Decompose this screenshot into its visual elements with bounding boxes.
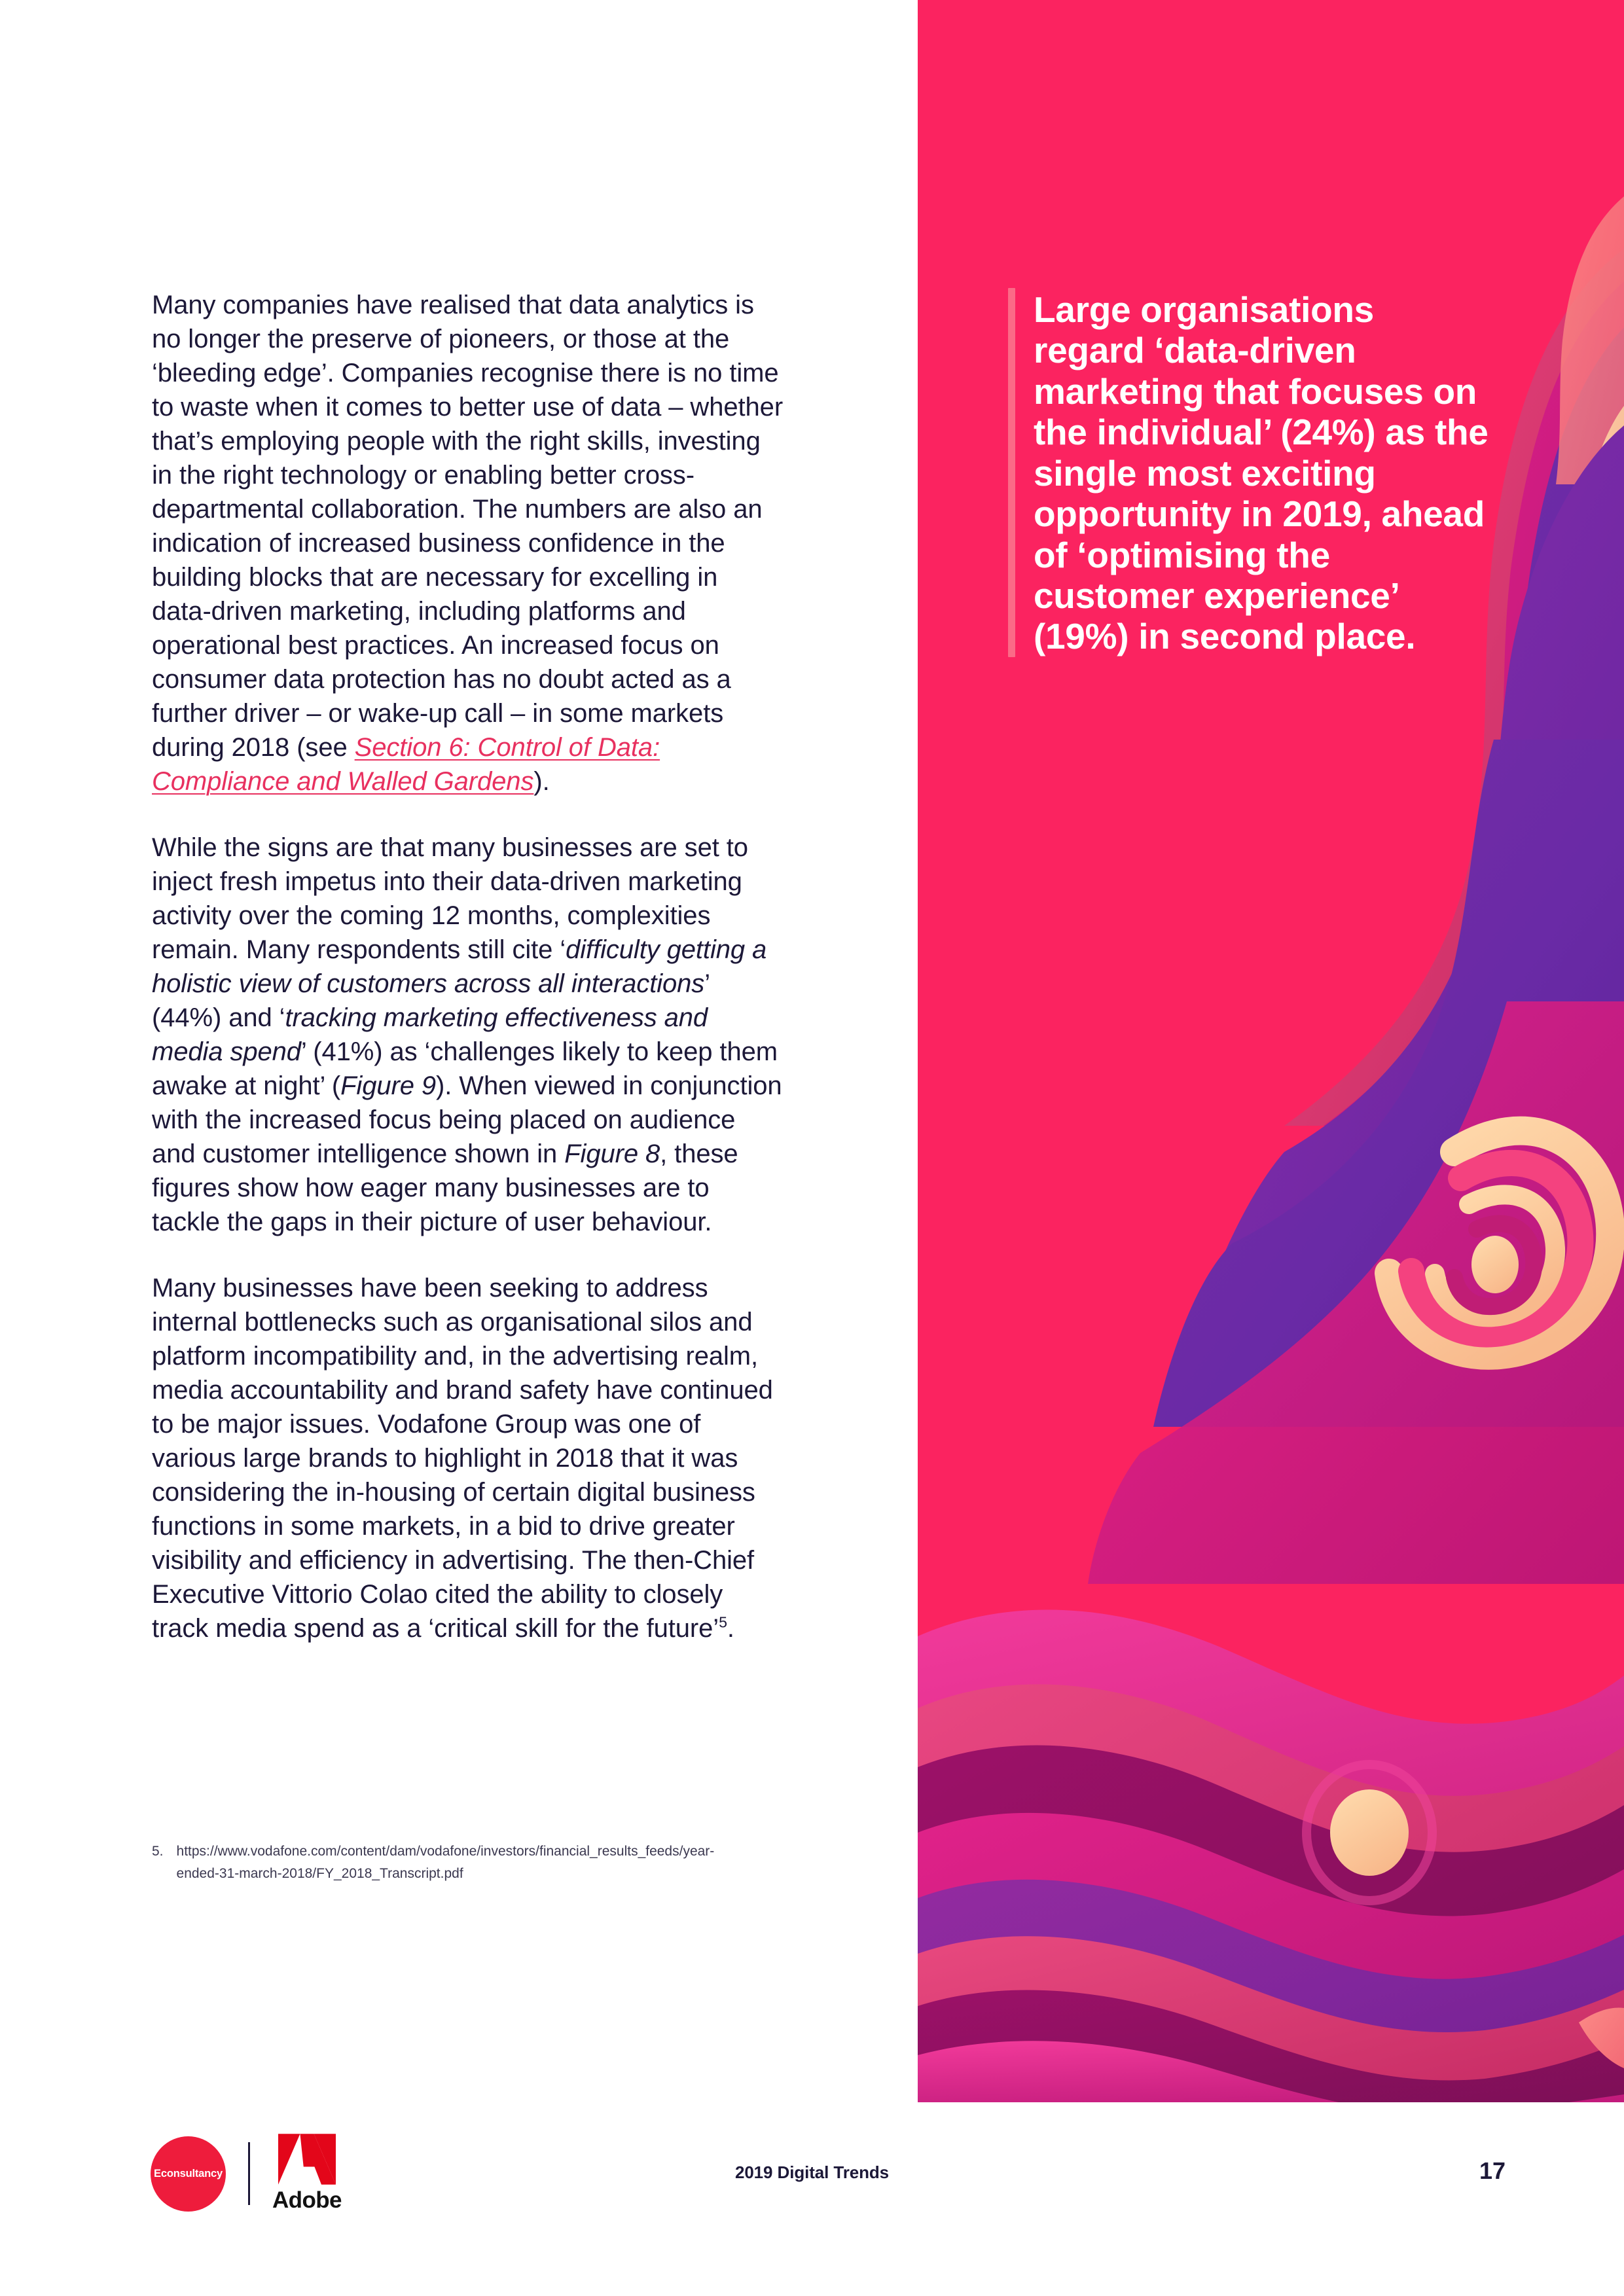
paragraph-2-segment-1: While the signs are that many businesses are set to inject fresh impetus into their data-driven marketing activity over the coming 12 months, complexities remain. Many respondents still cite ‘ (152, 833, 748, 964)
paragraph-2-segment-3: ’ (41%) as ‘challenges likely to keep them awake at night’ ( (152, 1037, 778, 1100)
paragraph-2-segment-4: ). When viewed in conjunction with the increased focus being placed on audience and customer intelligence shown in (152, 1071, 782, 1168)
paragraph-2 (152, 831, 784, 1239)
cream-circle-accent (1330, 1789, 1409, 1876)
paragraph-2-segment-5: , these figures show how eager many businesses are to tackle the gaps in their picture of user behaviour. (152, 1139, 738, 1236)
paragraph-1-before-link: Many companies have realised that data analytics is no longer the preserve of pioneers, or those at the ‘bleeding edge’. Companies recognise there is no time to waste when it comes to better use of data – whether that’s employing people with the right skills, investing in the right technology or enabling better cross-departmental collaboration. The numbers are also an indication of increased business confidence in the building blocks that are necessary for excelling in data-driven marketing, including platforms and operational best practices. An increased focus on consumer data protection has no doubt acted as a further driver – or wake-up call – in some markets during 2018 (see (152, 291, 784, 762)
section-6-link[interactable]: Section 6: Control of Data: Compliance and Walled Gardens (152, 733, 660, 796)
footnote (152, 1840, 741, 1885)
body-text-column (152, 288, 784, 1645)
paragraph-1 (152, 288, 784, 798)
paragraph-3 (152, 1271, 784, 1645)
figure-8-reference: Figure 8 (564, 1139, 660, 1168)
paragraph-3-text: Many businesses have been seeking to address internal bottlenecks such as organisational silos and platform incompatibility and, in the advertising realm, media accountability and brand safety have continued to be major issues. Vodafone Group was one of various large brands to highlight in 2018 that it was considering the in-housing of certain digital business functions in some markets, in a bid to drive greater visibility and efficiency in advertising. The then-Chief Executive Vittorio Colao cited the ability to closely track media spend as a ‘critical skill for the future’ (152, 1274, 773, 1643)
adobe-wordmark: Adobe (272, 2187, 342, 2213)
pull-quote-accent-rule (1008, 288, 1015, 657)
quote-difficulty-getting-holistic-view: difficulty getting a holistic view of customers across all interactions (152, 935, 767, 998)
footer-title: 2019 Digital Trends (734, 2162, 890, 2182)
page-number: 17 (1479, 2157, 1506, 2184)
paragraph-3-trailing: . (727, 1614, 734, 1643)
footnote-marker: 5. (152, 1844, 164, 1859)
pink-feature-panel (918, 0, 1624, 2102)
page-footer (0, 2134, 1624, 2251)
econsultancy-logo-label: Econsultancy (154, 2167, 223, 2179)
quote-tracking-marketing-effectiveness: tracking marketing effectiveness and media spend (152, 1003, 708, 1066)
pull-quote (1008, 288, 1492, 657)
pull-quote-text: Large organisations regard ‘data-driven marketing that focuses on the individual’ (24%) as the single most exciting opportunity in 2019, ahead of ‘optimising the customer experience’ (19%) in second place. (1034, 289, 1489, 657)
figure-9-reference: Figure 9 (340, 1071, 437, 1100)
paragraph-2-segment-2: ’ (44%) and ‘ (152, 969, 710, 1032)
footnote-url[interactable]: https://www.vodafone.com/content/dam/vodafone/investors/financial_results_feeds/year-ended-31-march-2018/FY_2018_Transcript.pdf (176, 1844, 715, 1882)
paragraph-1-after-link: ). (533, 767, 550, 796)
footnote-reference-5: 5 (719, 1613, 727, 1631)
